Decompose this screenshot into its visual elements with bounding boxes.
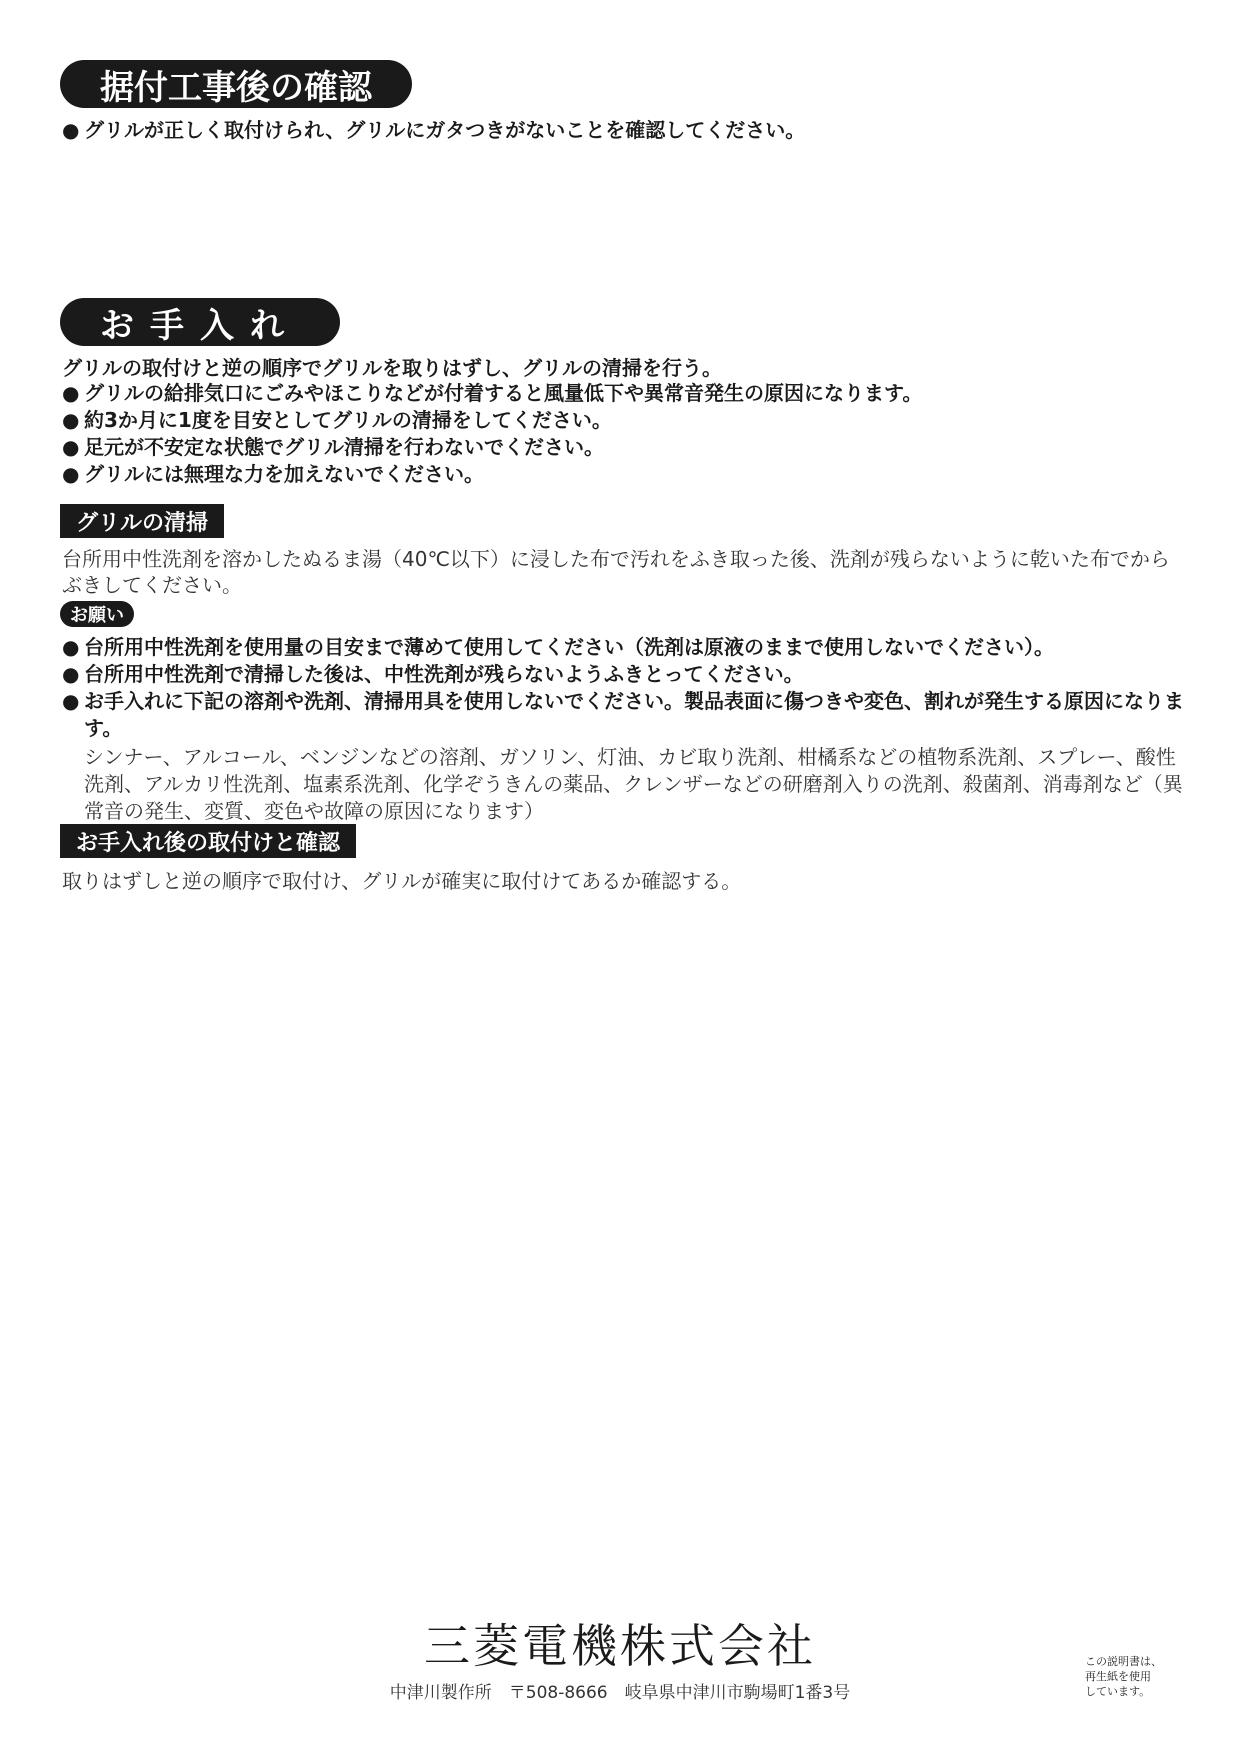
- bullet-icon: ●: [62, 462, 80, 486]
- recycled-paper-note: この説明書は、 再生紙を使用 しています。: [1085, 1655, 1162, 1698]
- company-address: 中津川製作所 〒508-8666 岐阜県中津川市駒場町1番3号: [389, 1683, 851, 1703]
- solvent-list-text: シンナー、アルコール、ベンジンなどの溶剤、ガソリン、灯油、カビ取り洗剤、柑橘系などの植物系洗剤、スプレー、酸性洗剤、アルカリ性洗剤、塩素系洗剤、化学ぞうきんの薬品、クレンザーなどの研磨剤入りの洗剤、殺菌剤、消毒剤など（異常音の発生、変質、変色や故障の原因になります）: [84, 745, 1183, 823]
- bullet-icon: ●: [62, 381, 80, 405]
- list-item: ● 台所用中性洗剤で清掃した後は、中性洗剤が残らないようふきとってください。: [62, 662, 804, 686]
- request-badge: お願い: [60, 601, 134, 627]
- bullet-icon: ●: [62, 435, 80, 459]
- reinstall-text: 取りはずしと逆の順序で取付け、グリルが確実に取付けてあるか確認する。: [62, 869, 742, 893]
- section-title-text: お手入れ: [100, 305, 300, 346]
- bullet-icon: ●: [62, 118, 80, 142]
- list-item: ● グリルが正しく取付けられ、グリルにガタつきがないことを確認してください。: [62, 118, 806, 142]
- cleaning-text: 台所用中性洗剤を溶かしたぬるま湯（40℃以下）に浸した布で汚れをふき取った後、洗剤が残らないように乾いた布でからぶきしてください。: [62, 547, 1170, 597]
- section-title-maintenance: [60, 298, 340, 346]
- list-item: ● お手入れに下記の溶剤や洗剤、清掃用具を使用しないでください。製品表面に傷つきや変色、割れが発生する原因になります。: [62, 689, 1184, 740]
- list-item: ● 台所用中性洗剤を使用量の目安まで薄めて使用してください（洗剤は原液のままで使用しないでください）。: [62, 635, 1054, 659]
- list-item: ● グリルには無理な力を加えないでください。: [62, 462, 484, 486]
- installation-check-list: [62, 117, 1192, 144]
- subsection-title-cleaning: グリルの清掃: [60, 504, 224, 538]
- bullet-icon: ●: [62, 408, 80, 432]
- maintenance-intro: グリルの取付けと逆の順序でグリルを取りはずし、グリルの清掃を行う。: [62, 356, 722, 380]
- section-title-text: 据付工事後の確認: [100, 67, 372, 108]
- bullet-icon: ●: [62, 689, 80, 713]
- company-name: 三菱電機株式会社: [424, 1619, 816, 1673]
- list-item: ● 足元が不安定な状態でグリル清掃を行わないでください。: [62, 435, 604, 459]
- maintenance-list: [62, 380, 1192, 488]
- subsection-title-reinstall: お手入れ後の取付けと確認: [60, 824, 356, 858]
- request-list: [62, 634, 1192, 825]
- list-item: ● 約3か月に1度を目安としてグリルの清掃をしてください。: [62, 408, 612, 432]
- bullet-icon: ●: [62, 635, 80, 659]
- bullet-icon: ●: [62, 662, 80, 686]
- list-item: ● グリルの給排気口にごみやほこりなどが付着すると風量低下や異常音発生の原因になります。: [62, 381, 923, 405]
- section-title-installation-check: [60, 60, 412, 108]
